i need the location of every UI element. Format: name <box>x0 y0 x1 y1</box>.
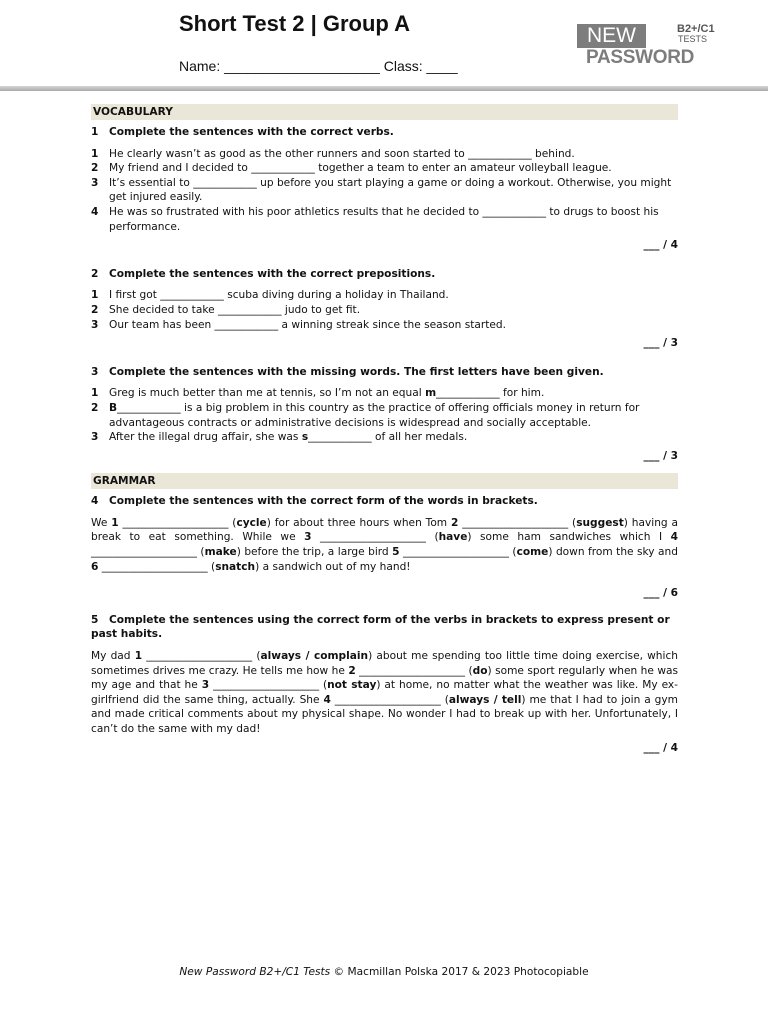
task-number: 5 <box>91 613 99 626</box>
grammar-task-4 <box>91 494 678 574</box>
sentence-item <box>91 288 678 303</box>
item-number: 1 <box>91 147 99 160</box>
paragraph-text: ) for about three hours when Tom <box>266 516 451 529</box>
test-content <box>91 104 678 755</box>
paragraph-text: ) having a break to eat something. While we <box>91 516 679 544</box>
gap-number: 2 <box>451 516 459 529</box>
sentence-item <box>91 303 678 318</box>
bracket-word: cycle <box>236 516 267 529</box>
task-instruction <box>91 494 678 509</box>
grammar-task-5 <box>91 613 678 737</box>
item-text: He was so frustrated with his poor athletics results that he decided to ____________ to drugs to boost his performance. <box>109 205 659 233</box>
sentence-item <box>91 161 678 176</box>
sentence-item <box>91 401 678 430</box>
gap-number: 1 <box>111 516 119 529</box>
score-box: ___ / 3 <box>643 337 678 350</box>
bracket-word: always / complain <box>260 650 369 663</box>
paragraph-text: ) me that I had to join a gym and made critical comments about my physical shape. No wonder I had to break up with her. Unfortunately, I can’t do the same with my dad! <box>91 693 678 735</box>
instruction-text: Complete the sentences with the correct prepositions. <box>109 267 436 280</box>
paragraph-text: ____________________ ( <box>330 693 449 706</box>
paragraph-text: ____________________ ( <box>355 664 473 677</box>
instruction-text: Complete the sentences with the correct verbs. <box>109 126 394 138</box>
paragraph-text: ) before the trip, a large bird <box>236 546 393 559</box>
bracket-word: suggest <box>576 516 624 529</box>
task-number: 4 <box>91 495 99 508</box>
item-number: 3 <box>91 318 99 331</box>
vocabulary-heading: VOCABULARY <box>91 104 678 120</box>
item-text: It’s essential to ____________ up before you start playing a game or doing a workout. Otherwise, you might get injured easily. <box>109 176 672 204</box>
first-letter: B <box>109 401 118 414</box>
paragraph-text: ____________________ ( <box>142 650 261 663</box>
grammar-section <box>91 494 678 755</box>
sentence-item <box>91 318 678 333</box>
task-instruction <box>91 613 678 642</box>
score-box: ___ / 4 <box>643 741 678 754</box>
footer <box>0 966 768 978</box>
paragraph-text: ) a sandwich out of my hand! <box>255 560 411 573</box>
gap-number: 3 <box>304 531 312 544</box>
bracket-word: always / tell <box>448 693 522 706</box>
logo-new: NEW <box>577 24 646 48</box>
paragraph-text: ____________________ ( <box>98 560 216 573</box>
gap-number: 4 <box>670 531 678 544</box>
gap-number: 5 <box>392 546 400 559</box>
paragraph-text: ____________________ ( <box>118 516 237 529</box>
first-letter: s <box>301 431 309 444</box>
task-instruction <box>91 267 678 282</box>
gap-number: 6 <box>91 560 99 573</box>
bracket-word: have <box>438 531 468 544</box>
paragraph-text: ____________________ ( <box>458 516 577 529</box>
gap-number: 2 <box>348 664 356 677</box>
bracket-word: not stay <box>327 679 377 692</box>
task-number: 2 <box>91 267 99 280</box>
paragraph-text: ____________________ ( <box>209 679 328 692</box>
task-number: 3 <box>91 365 99 378</box>
paragraph-text: ) some ham sandwiches which I <box>467 531 671 544</box>
instruction-text: Complete the sentences using the correct form of the verbs in brackets to express present or past habits. <box>91 613 670 641</box>
paragraph-text: We <box>91 516 112 529</box>
sentence-item <box>91 147 678 162</box>
item-number: 4 <box>91 205 99 218</box>
item-text: She decided to take ____________ judo to get fit. <box>109 303 361 316</box>
score-box: ___ / 6 <box>643 587 678 600</box>
instruction-text: Complete the sentences with the missing words. The first letters have been given. <box>109 365 604 378</box>
paragraph-text: ____________________ ( <box>311 531 439 544</box>
task-number: 1 <box>91 126 99 138</box>
item-text: Greg is much better than me at tennis, so I’m not an equal <box>109 387 426 400</box>
item-number: 1 <box>91 289 99 302</box>
header-rule <box>0 86 768 91</box>
paragraph-text: ) about me spending too little time doing exercise, which sometimes drives me crazy. He tells me how he <box>91 650 678 677</box>
item-number: 3 <box>91 431 99 444</box>
sentence-item <box>91 205 678 234</box>
item-text-end: ____________ for him. <box>436 387 545 400</box>
sentence-item <box>91 386 678 401</box>
gap-number: 4 <box>323 693 331 706</box>
item-text: After the illegal drug affair, she was <box>109 431 302 444</box>
vocab-task-3 <box>91 365 678 464</box>
bracket-word: do <box>472 664 488 677</box>
item-number: 2 <box>91 303 99 316</box>
score-box: ___ / 3 <box>643 449 678 462</box>
item-text: I first got ____________ scuba diving during a holiday in Thailand. <box>109 289 449 302</box>
item-text: He clearly wasn’t as good as the other runners and soon started to ____________ behind. <box>109 147 575 160</box>
bracket-word: make <box>204 546 237 559</box>
task-instruction <box>91 125 678 140</box>
item-number: 3 <box>91 176 99 189</box>
item-text: Our team has been ____________ a winning streak since the season started. <box>109 318 506 331</box>
sentence-item <box>91 430 678 445</box>
paragraph-text: My dad <box>91 650 135 663</box>
score-box: ___ / 4 <box>643 239 678 252</box>
item-number: 2 <box>91 162 99 175</box>
item-text: My friend and I decided to ____________ together a team to enter an amateur volleyball league. <box>109 162 612 175</box>
paragraph-text: ) down from the sky and <box>548 546 678 559</box>
new-password-logo <box>577 22 727 70</box>
logo-level: B2+/C1 <box>677 23 715 35</box>
gap-fill-paragraph <box>91 516 678 574</box>
name-class-line: Name: ____________________ Class: ____ <box>179 58 458 74</box>
bracket-word: snatch <box>215 560 256 573</box>
logo-password: PASSWORD <box>586 47 695 68</box>
first-letter: m <box>425 387 437 400</box>
page-title: Short Test 2 | Group A <box>179 11 411 36</box>
paragraph-text: ____________________ ( <box>91 546 205 559</box>
vocab-task-2 <box>91 267 678 351</box>
item-text-end: ____________ is a big problem in this country as the practice of offering officials money in return for advantageous contracts or administrative decisions is widespread and socially acceptable. <box>109 401 640 429</box>
gap-number: 1 <box>134 650 143 663</box>
footer-copyright: © Macmillan Polska 2017 & 2023 Photocopiable <box>330 966 589 978</box>
gap-fill-paragraph <box>91 649 678 737</box>
sentence-item <box>91 176 678 205</box>
bracket-word: come <box>516 546 549 559</box>
gap-number: 3 <box>201 679 210 692</box>
task-instruction <box>91 365 678 380</box>
logo-tests: TESTS <box>678 34 708 44</box>
item-number: 2 <box>91 401 99 414</box>
paragraph-text: ) at home, no matter what the weather was like. My ex-girlfriend did the same thing, actually. She <box>91 679 678 706</box>
paragraph-text: ____________________ ( <box>399 546 517 559</box>
paragraph-text: ) some sport regularly when he was my age and that he <box>91 664 678 692</box>
item-number: 1 <box>91 387 99 400</box>
item-text-end: ____________ of all her medals. <box>308 431 468 444</box>
vocabulary-section <box>91 125 678 463</box>
instruction-text: Complete the sentences with the correct form of the words in brackets. <box>109 495 538 508</box>
grammar-heading: GRAMMAR <box>91 473 678 489</box>
footer-title: New Password B2+/C1 Tests <box>179 966 331 978</box>
vocab-task-1 <box>91 125 678 253</box>
